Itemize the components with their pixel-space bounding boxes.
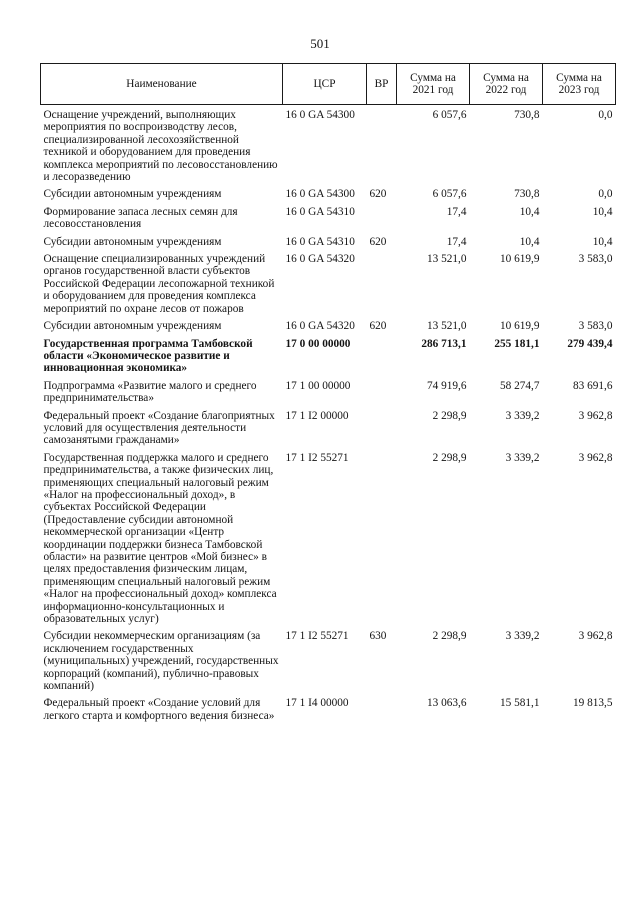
cell-sum-2021: 2 298,9 — [432, 451, 467, 464]
table-row — [41, 452, 616, 631]
cell-vr: 620 — [369, 235, 387, 248]
table-row — [41, 338, 616, 380]
cell-sum-2022: 10 619,9 — [499, 253, 540, 266]
cell-csr: 16 0 GA 54320 — [285, 253, 355, 266]
cell-vr — [367, 380, 397, 410]
header-name: Наименование — [41, 64, 283, 105]
cell-sum-2021: 2 298,9 — [432, 409, 467, 422]
cell-name: Оснащение учреждений, выполняющих мероприятия по воспроизводству лесов, специализированной лесохозяйственной техникой и оборудованием для проведения комплекса мероприятий по лесовосстановлению и лесоразведению — [43, 109, 278, 184]
cell-sum-2021: 13 521,0 — [426, 253, 467, 266]
table-row — [41, 320, 616, 337]
cell-vr: 630 — [369, 630, 387, 643]
table-body — [41, 105, 616, 728]
cell-sum-2022: 255 181,1 — [494, 337, 540, 350]
cell-csr: 17 0 00 00000 — [285, 337, 351, 350]
table-row — [41, 188, 616, 205]
cell-csr: 17 1 I2 55271 — [285, 630, 349, 643]
cell-sum-2023: 3 962,8 — [578, 409, 613, 422]
table-row — [41, 236, 616, 253]
cell-sum-2023: 3 583,0 — [578, 253, 613, 266]
header-csr: ЦСР — [283, 64, 367, 105]
cell-csr: 17 1 I4 00000 — [285, 697, 349, 710]
cell-name: Федеральный проект «Создание условий для легкого старта и комфортного ведения бизнеса» — [43, 697, 275, 722]
cell-name: Федеральный проект «Создание благоприятных условий для осуществления деятельности самозанятыми гражданами» — [43, 409, 275, 447]
cell-sum-2021: 74 919,6 — [426, 379, 467, 392]
cell-sum-2022: 3 339,2 — [505, 630, 540, 643]
table-row — [41, 697, 616, 727]
cell-vr: 620 — [369, 320, 387, 333]
cell-sum-2023: 19 813,5 — [572, 697, 613, 710]
cell-name: Государственная поддержка малого и среднего предпринимательства, а также физических лиц, применяющих специальный налоговый режим «Налог на профессиональный доход», в субъектах Российской Федерации (Предоставление субсидии автономной некоммерческой организации «Центр координации поддержки бизнеса Тамбовской области» на развитие центров «Мой бизнес» в целях предоставления физическим лицам, применяющим специальный налоговый режим «Налог на профессиональный доход» комплекса информационно-консультационных и образовательных услуг) — [43, 451, 277, 626]
cell-sum-2022: 58 274,7 — [499, 379, 540, 392]
cell-vr — [367, 253, 397, 320]
cell-name: Субсидии некоммерческим организациям (за исключением государственных (муниципальных) учреждений, государственных корпораций (компаний), публично-правовых компаний) — [43, 630, 279, 693]
table-row — [41, 105, 616, 189]
cell-sum-2023: 0,0 — [598, 188, 613, 201]
cell-name: Субсидии автономным учреждениям — [43, 320, 222, 333]
cell-sum-2023: 10,4 — [592, 205, 613, 218]
cell-csr: 17 1 I2 55271 — [285, 451, 349, 464]
header-sum-2021: Сумма на 2021 год — [397, 64, 470, 105]
cell-sum-2022: 730,8 — [514, 188, 540, 201]
cell-name: Государственная программа Тамбовской области «Экономическое развитие и инновационная экономика» — [43, 337, 253, 375]
cell-csr: 16 0 GA 54320 — [285, 320, 355, 333]
cell-vr — [367, 410, 397, 452]
cell-csr: 16 0 GA 54310 — [285, 205, 355, 218]
cell-vr — [367, 452, 397, 631]
cell-sum-2021: 2 298,9 — [432, 630, 467, 643]
cell-sum-2021: 13 521,0 — [426, 320, 467, 333]
cell-name: Субсидии автономным учреждениям — [43, 235, 222, 248]
page-number: 501 — [310, 36, 330, 51]
cell-sum-2022: 3 339,2 — [505, 409, 540, 422]
cell-sum-2023: 83 691,6 — [572, 379, 613, 392]
cell-sum-2021: 13 063,6 — [426, 697, 467, 710]
cell-sum-2023: 0,0 — [598, 109, 613, 121]
budget-table — [40, 63, 616, 727]
cell-sum-2021: 17,4 — [446, 235, 467, 248]
cell-sum-2023: 10,4 — [592, 235, 613, 248]
cell-sum-2023: 3 962,8 — [578, 630, 613, 643]
cell-vr — [367, 338, 397, 380]
table-row — [41, 253, 616, 320]
cell-sum-2022: 3 339,2 — [505, 451, 540, 464]
table-row — [41, 206, 616, 236]
cell-name: Оснащение специализированных учреждений органов государственной власти субъектов Российской Федерации лесопожарной техникой и оборудованием для проведения комплекса мероприятий по охране лесов от пожаров — [43, 253, 275, 315]
cell-sum-2023: 3 583,0 — [578, 320, 613, 333]
cell-name: Подпрограмма «Развитие малого и среднего предпринимательства» — [43, 379, 257, 405]
cell-csr: 17 1 I2 00000 — [285, 409, 349, 422]
cell-sum-2022: 10,4 — [519, 205, 540, 218]
cell-csr: 16 0 GA 54310 — [285, 235, 355, 248]
cell-sum-2022: 10 619,9 — [499, 320, 540, 333]
cell-sum-2022: 10,4 — [519, 235, 540, 248]
table-row — [41, 380, 616, 410]
cell-sum-2021: 17,4 — [446, 205, 467, 218]
table-row — [41, 630, 616, 697]
cell-csr: 16 0 GA 54300 — [285, 188, 355, 201]
cell-sum-2021: 6 057,6 — [432, 188, 467, 201]
cell-sum-2022: 730,8 — [514, 109, 540, 121]
cell-name: Субсидии автономным учреждениям — [43, 188, 222, 201]
cell-sum-2021: 286 713,1 — [421, 337, 467, 350]
cell-sum-2023: 3 962,8 — [578, 451, 613, 464]
cell-vr — [367, 697, 397, 727]
cell-csr: 17 1 00 00000 — [285, 379, 351, 392]
cell-sum-2021: 6 057,6 — [432, 109, 467, 121]
header-vr: ВР — [367, 64, 397, 105]
cell-vr — [367, 206, 397, 236]
cell-vr: 620 — [369, 188, 387, 201]
header-sum-2023: Сумма на 2023 год — [543, 64, 616, 105]
cell-sum-2023: 279 439,4 — [567, 337, 613, 350]
header-sum-2022: Сумма на 2022 год — [470, 64, 543, 105]
cell-name: Формирование запаса лесных семян для лесовосстановления — [43, 205, 238, 231]
table-header-row — [41, 64, 616, 105]
cell-csr: 16 0 GA 54300 — [285, 109, 355, 121]
cell-sum-2022: 15 581,1 — [499, 697, 540, 710]
cell-vr — [367, 105, 397, 189]
table-row — [41, 410, 616, 452]
